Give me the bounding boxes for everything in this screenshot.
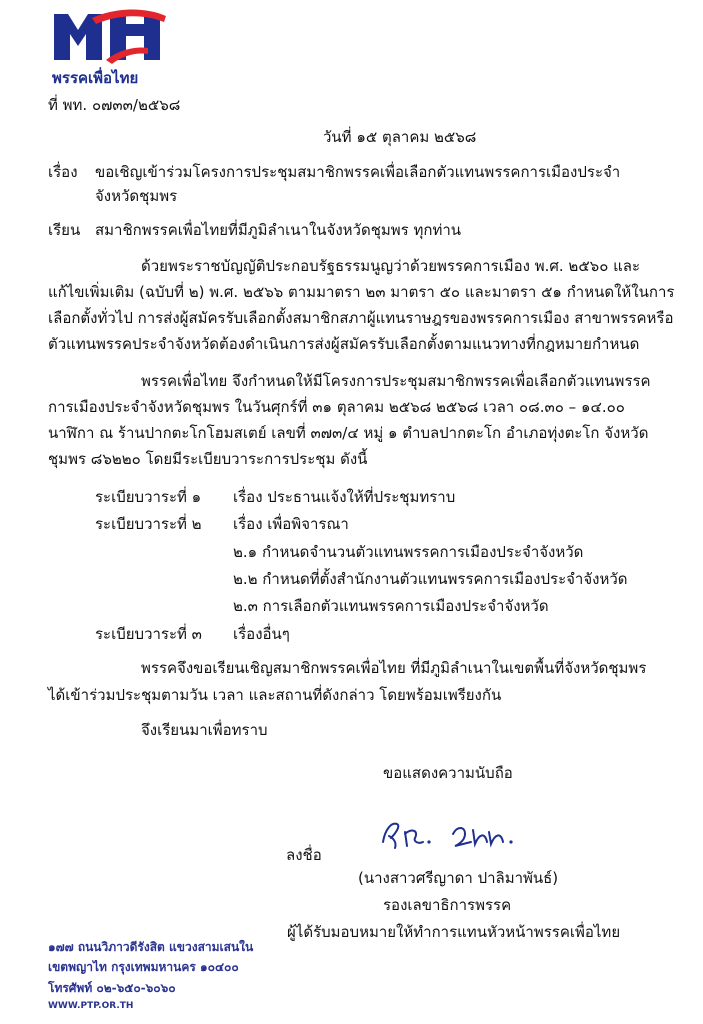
agenda-1-label: ระเบียบวาระที่ ๑	[95, 488, 202, 506]
para1-line-2: แก้ไขเพิ่มเติม (ฉบับที่ ๒) พ.ศ. ๒๕๖๖ ตามมาตรา ๒๓ มาตรา ๕๐ และมาตรา ๕๑ กำหนดให้ในการ	[48, 283, 675, 301]
agenda-2-sub-1: ๒.๑ กำหนดจำนวนตัวแทนพรรคการเมืองประจำจังหวัด	[233, 543, 584, 561]
signer-name: (นางสาวศรีญาดา ปาลิมาพันธ์)	[358, 869, 559, 887]
agenda-3-topic: เรื่องอื่นๆ	[233, 625, 290, 643]
sign-label: ลงชื่อ	[286, 846, 322, 864]
subject-line-2: จังหวัดชุมพร	[95, 187, 178, 205]
para1-line-1: ด้วยพระราชบัญญัติประกอบรัฐธรรมนูญว่าด้วยพรรคการเมือง พ.ศ. ๒๕๖๐ และ	[141, 257, 641, 275]
footer-phone: โทรศัพท์ ๐๒-๖๕๐-๖๐๖๐	[48, 981, 176, 995]
footer-website[interactable]: WWW.PTP.OR.TH	[48, 1001, 134, 1011]
para1-line-4: ตัวแทนพรรคประจำจังหวัดต้องดำเนินการส่งผู้สมัครรับเลือกตั้งตามแนวทางที่กฎหมายกำหนด	[48, 335, 640, 353]
recipient-text: สมาชิกพรรคเพื่อไทยที่มีภูมิลำเนาในจังหวัดชุมพร ทุกท่าน	[95, 221, 462, 239]
agenda-2-label: ระเบียบวาระที่ ๒	[95, 515, 202, 533]
reference-number: ที่ พท. ๐๗๓๓/๒๕๖๘	[48, 96, 181, 114]
para3-line-1: พรรคจึงขอเรียนเชิญสมาชิกพรรคเพื่อไทย ที่มีภูมิลำเนาในเขตพื้นที่จังหวัดชุมพร	[141, 659, 647, 677]
party-logo-name: พรรคเพื่อไทย	[52, 69, 139, 87]
party-logo-mark	[48, 6, 168, 66]
signer-title: รองเลขาธิการพรรค	[383, 896, 512, 914]
footer-address-line-2: เขตพญาไท กรุงเทพมหานคร ๑๐๔๐๐	[48, 960, 239, 974]
subject-line-1: ขอเชิญเข้าร่วมโครงการประชุมสมาชิกพรรคเพื่อเลือกตัวแทนพรรคการเมืองประจำ	[95, 163, 621, 181]
agenda-2-sub-3: ๒.๓ การเลือกตัวแทนพรรคการเมืองประจำจังหวัด	[233, 597, 549, 615]
party-logo	[48, 6, 174, 86]
agenda-1-topic: เรื่อง ประธานแจ้งให้ที่ประชุมทราบ	[233, 488, 456, 506]
agenda-3-label: ระเบียบวาระที่ ๓	[95, 625, 202, 643]
regards-text: ขอแสดงความนับถือ	[383, 764, 513, 782]
para2-line-4: ชุมพร ๘๖๒๒๐ โดยมีระเบียบวาระการประชุม ดังนี้	[48, 450, 368, 468]
recipient-label: เรียน	[48, 221, 81, 239]
para1-line-3: เลือกตั้งทั่วไป การส่งผู้สมัครรับเลือกตั้งสมาชิกสภาผู้แทนราษฎรของพรรคการเมือง สาขาพรรคหรือ	[48, 309, 674, 327]
agenda-2-topic: เรื่อง เพื่อพิจารณา	[233, 515, 349, 533]
para3-line-2: ได้เข้าร่วมประชุมตามวัน เวลา และสถานที่ดังกล่าว โดยพร้อมเพรียงกัน	[48, 686, 502, 704]
letter-date: วันที่ ๑๕ ตุลาคม ๒๕๖๘	[323, 128, 477, 146]
handwritten-signature	[375, 812, 525, 857]
closing-paragraph: จึงเรียนมาเพื่อทราบ	[141, 721, 268, 739]
para2-line-2: การเมืองประจำจังหวัดชุมพร ในวันศุกร์ที่ ๓๑ ตุลาคม ๒๕๖๘ ๒๕๖๘ เวลา ๐๘.๓๐ – ๑๔.๐๐	[48, 398, 625, 416]
para2-line-3: นาฬิกา ณ ร้านปากตะโกโฮมสเตย์ เลขที่ ๓๗๓/๔ หมู่ ๑ ตำบลปากตะโก อำเภอทุ่งตะโก จังหวัด	[48, 424, 649, 442]
para2-line-1: พรรคเพื่อไทย จึงกำหนดให้มีโครงการประชุมสมาชิกพรรคเพื่อเลือกตัวแทนพรรค	[141, 372, 651, 390]
agenda-2-sub-2: ๒.๒ กำหนดที่ตั้งสำนักงานตัวแทนพรรคการเมืองประจำจังหวัด	[233, 570, 628, 588]
subject-label: เรื่อง	[48, 163, 78, 181]
footer-address-line-1: ๑๗๗ ถนนวิภาวดีรังสิต แขวงสามเสนใน	[48, 940, 254, 954]
signer-role: ผู้ได้รับมอบหมายให้ทำการแทนหัวหน้าพรรคเพื่อไทย	[287, 923, 621, 941]
